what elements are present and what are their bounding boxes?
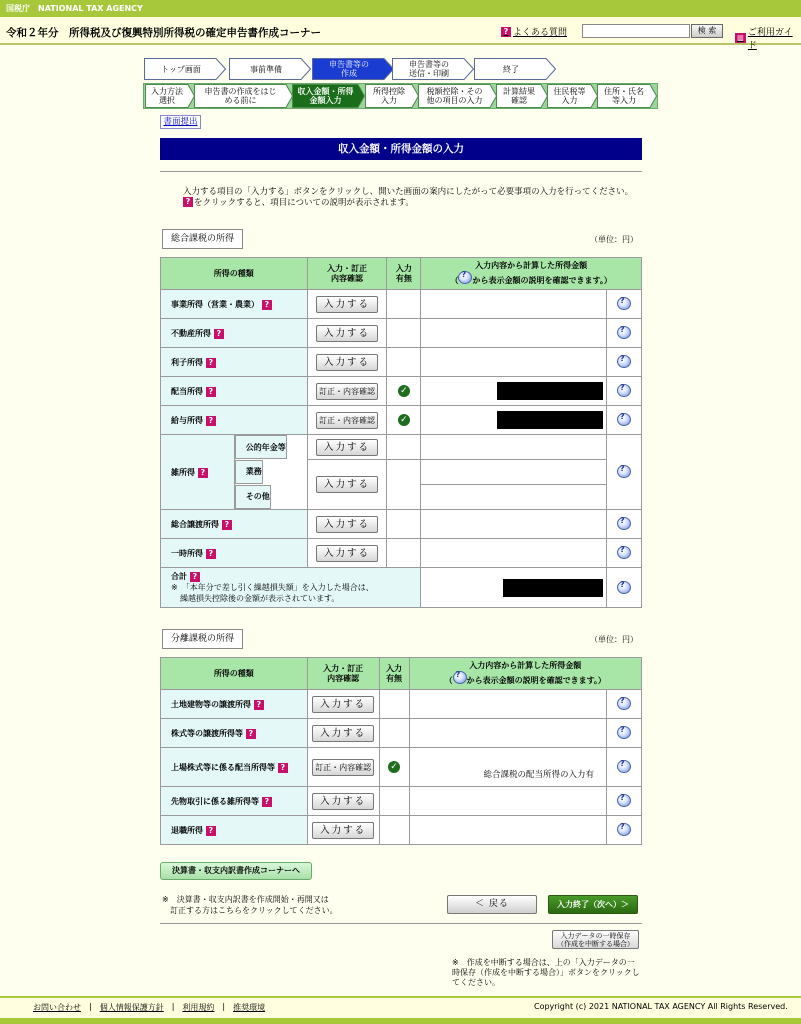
help-icon	[453, 671, 467, 683]
help-icon[interactable]	[617, 726, 631, 738]
table-row	[161, 319, 642, 348]
amount-note	[409, 787, 606, 816]
col-header-type: 所得の種類	[161, 658, 308, 690]
income-type-label: 土地建物等の譲渡所得 ?	[161, 690, 308, 719]
income-type-label: 配当所得 ?	[161, 377, 308, 406]
question-icon[interactable]: ?	[254, 700, 264, 710]
instruction-line-2	[183, 196, 414, 208]
help-icon[interactable]	[617, 760, 631, 772]
help-icon[interactable]	[617, 546, 631, 558]
bottom-bar	[0, 1018, 801, 1024]
income-type-label: 株式等の譲渡所得等 ?	[161, 719, 308, 748]
col-header-has: 入力 有無	[387, 258, 421, 290]
income-type-label: 上場株式等に係る配当所得等 ?	[161, 748, 308, 787]
footer-link[interactable]: お問い合わせ	[33, 1003, 81, 1012]
help-icon	[458, 271, 472, 283]
table-row	[161, 539, 642, 568]
help-icon[interactable]	[617, 465, 631, 477]
col-header-amount	[421, 258, 642, 290]
input-button[interactable]: 訂正・内容確認	[316, 383, 378, 400]
amount-note	[409, 816, 606, 845]
input-button[interactable]: 入力する	[312, 822, 374, 839]
app-title: 令和２年分 所得税及び復興特別所得税の確定申告書作成コーナー	[6, 27, 321, 39]
help-icon[interactable]	[617, 384, 631, 396]
substep-6: 計算結果 確認	[496, 84, 548, 108]
help-icon[interactable]	[617, 794, 631, 806]
step-1: トップ画面	[144, 58, 226, 80]
question-icon[interactable]: ?	[206, 549, 216, 559]
footer-links: お問い合わせ | 個人情報保護方針 | 利用規約 | 推奨環境	[33, 1002, 266, 1012]
paper-submission-link[interactable]: 書面提出	[160, 115, 201, 129]
income-type-label: 先物取引に係る雑所得等 ?	[161, 787, 308, 816]
redacted-amount	[497, 411, 603, 429]
faq-label: よくある質問	[513, 28, 568, 38]
footer-link[interactable]: 利用規約	[182, 1003, 215, 1012]
step-3: 申告書等の 作成	[312, 58, 394, 80]
help-icon[interactable]	[617, 823, 631, 835]
income-type-label: 総合譲渡所得 ?	[161, 510, 308, 539]
substep-3: 収入金額・所得 金額入力	[292, 84, 365, 108]
unit-label: （単位：円）	[590, 235, 638, 244]
substep-2: 申告書の作成をはじ める前に	[194, 84, 293, 108]
question-icon[interactable]: ?	[206, 826, 216, 836]
table-row	[161, 290, 642, 319]
amount-note	[409, 690, 606, 719]
back-button[interactable]: ＜ 戻る	[447, 895, 537, 914]
substep-4: 所得控除 入力	[365, 84, 419, 108]
table-row	[161, 510, 642, 539]
temp-save-button[interactable]: 入力データの一時保存 （作成を中断する場合）	[552, 930, 639, 949]
kessan-note-2: 訂正する方はこちらをクリックしてください。	[170, 906, 338, 915]
total-label: 合計 ? ※ 「本年分で差し引く繰越損失額」を入力した場合は、 繰越損失控除後の金額が表示されています。	[161, 568, 421, 608]
amount-header-text: 入力内容から計算した所得金額	[475, 261, 588, 270]
misc-sub-other: その他	[235, 485, 271, 509]
amount-header-note: （? から表示金額の説明を確認できます。）	[410, 671, 641, 686]
general-income-table	[160, 257, 642, 608]
income-type-label: 一時所得 ?	[161, 539, 308, 568]
total-note-2: 繰越損失控除後の金額が表示されています。	[180, 594, 340, 603]
help-icon[interactable]	[617, 581, 631, 593]
total-note-1: ※ 「本年分で差し引く繰越損失額」を入力した場合は、	[171, 583, 374, 592]
step-2: 事前準備	[229, 58, 311, 80]
amount-note: 総合課税の配当所得の入力有	[409, 748, 606, 787]
table-row	[161, 787, 642, 816]
search-button[interactable]: 検 索	[691, 24, 723, 38]
copyright: Copyright (c) 2021 NATIONAL TAX AGENCY All Rights Reserved.	[534, 1002, 788, 1011]
question-icon[interactable]: ?	[262, 797, 272, 807]
book-icon: ▥	[735, 33, 746, 43]
help-icon[interactable]	[617, 326, 631, 338]
divider	[160, 171, 642, 172]
unit-label: （単位：円）	[590, 635, 638, 644]
save-note: ※ 作成を中断する場合は、上の「入力データの一時保存（作成を中断する場合）」ボタンをクリックしてください。	[452, 958, 640, 987]
input-button[interactable]: 訂正・内容確認	[312, 759, 374, 776]
input-button[interactable]: 訂正・内容確認	[316, 412, 378, 429]
help-icon[interactable]	[617, 413, 631, 425]
question-icon[interactable]: ?	[246, 729, 256, 739]
step-4: 申告書等の 送信・印刷	[392, 58, 474, 80]
faq-link[interactable]	[501, 25, 567, 38]
help-icon[interactable]	[617, 697, 631, 709]
question-icon[interactable]: ?	[278, 763, 288, 773]
help-icon[interactable]	[617, 297, 631, 309]
finish-input-button[interactable]: 入力終了（次へ）＞	[548, 895, 638, 914]
table-row	[161, 748, 642, 787]
col-header-amount	[409, 658, 641, 690]
guide-link[interactable]	[735, 25, 801, 51]
misc-income-label: 雑所得 ?	[161, 435, 235, 510]
instruction-line-1: 入力する項目の「入力する」ボタンをクリックし、開いた画面の案内にしたがって必要事項の入力を行ってください。	[183, 187, 634, 197]
table-row	[161, 377, 642, 406]
income-type-label: 退職所得 ?	[161, 816, 308, 845]
page-title: 収入金額・所得金額の入力	[160, 138, 642, 160]
amount-header-text: 入力内容から計算した所得金額	[469, 661, 582, 670]
input-button[interactable]: 入力する	[316, 516, 378, 533]
kessan-note-1: ※ 決算書・収支内訳書を作成開始・再開又は	[162, 895, 329, 904]
search-input[interactable]	[582, 24, 690, 38]
redacted-amount	[503, 579, 603, 597]
divider	[160, 923, 642, 924]
question-icon: ?	[501, 27, 511, 37]
substep-1: 入力方法 選択	[145, 84, 195, 108]
question-icon[interactable]: ?	[222, 520, 232, 530]
input-button[interactable]: 入力する	[312, 696, 374, 713]
substep-8: 住所・氏名 等入力	[597, 84, 657, 108]
input-button[interactable]: 入力する	[316, 296, 378, 313]
question-icon[interactable]: ?	[214, 329, 224, 339]
input-button[interactable]: 入力する	[312, 793, 374, 810]
misc-sub-business: 業務	[235, 460, 263, 484]
footer-link[interactable]: 推奨環境	[233, 1003, 266, 1012]
question-icon: ?	[183, 197, 193, 207]
footer-link[interactable]: 個人情報保護方針	[99, 1003, 164, 1012]
substep-5: 税額控除・その 他の項目の入力	[418, 84, 497, 108]
check-icon: ✓	[388, 761, 400, 773]
agency-logo: 国税庁 NATIONAL TAX AGENCY	[6, 4, 143, 13]
question-icon[interactable]: ?	[206, 387, 216, 397]
question-icon[interactable]: ?	[206, 416, 216, 426]
income-type-label: 給与所得 ?	[161, 406, 308, 435]
col-header-has: 入力 有無	[379, 658, 409, 690]
question-icon[interactable]: ?	[262, 300, 272, 310]
step-5: 終了	[474, 58, 556, 80]
input-button[interactable]: 入力する	[316, 325, 378, 342]
table-row	[161, 816, 642, 845]
income-type-label: 不動産所得 ?	[161, 319, 308, 348]
guide-label: ご利用ガイド	[747, 28, 793, 51]
substep-7: 住民税等 入力	[547, 84, 598, 108]
instruction-text: をクリックすると、項目についての説明が表示されます。	[194, 198, 414, 208]
col-header-input: 入力・訂正 内容確認	[307, 658, 379, 690]
misc-input-button[interactable]: 入力する	[316, 476, 378, 493]
input-button[interactable]: 入力する	[316, 545, 378, 562]
redacted-amount	[497, 382, 603, 400]
input-button[interactable]: 入力する	[312, 725, 374, 742]
income-type-label: 事業所得（営業・農業） ?	[161, 290, 308, 319]
col-header-input: 入力・訂正 内容確認	[307, 258, 387, 290]
kessan-corner-button[interactable]: 決算書・収支内訳書作成コーナーへ	[160, 862, 312, 880]
misc-sub-pension: 公的年金等	[235, 435, 287, 459]
question-icon[interactable]: ?	[190, 572, 200, 582]
separate-income-table	[160, 657, 642, 845]
income-type-label: 利子所得 ?	[161, 348, 308, 377]
col-header-type: 所得の種類	[161, 258, 308, 290]
help-icon[interactable]	[617, 355, 631, 367]
input-button[interactable]: 入力する	[316, 354, 378, 371]
table-row	[161, 719, 642, 748]
amount-header-note: （? から表示金額の説明を確認できます。）	[421, 271, 641, 286]
pension-input-button[interactable]: 入力する	[316, 439, 378, 456]
table-row	[161, 690, 642, 719]
question-icon[interactable]: ?	[198, 468, 208, 478]
question-icon[interactable]: ?	[206, 358, 216, 368]
table-row	[161, 348, 642, 377]
check-icon: ✓	[398, 385, 410, 397]
check-icon: ✓	[398, 414, 410, 426]
help-icon[interactable]	[617, 517, 631, 529]
separate-section-label: 分離課税の所得	[162, 629, 243, 649]
amount-note	[409, 719, 606, 748]
table-row	[161, 406, 642, 435]
general-section-label: 総合課税の所得	[162, 229, 243, 249]
